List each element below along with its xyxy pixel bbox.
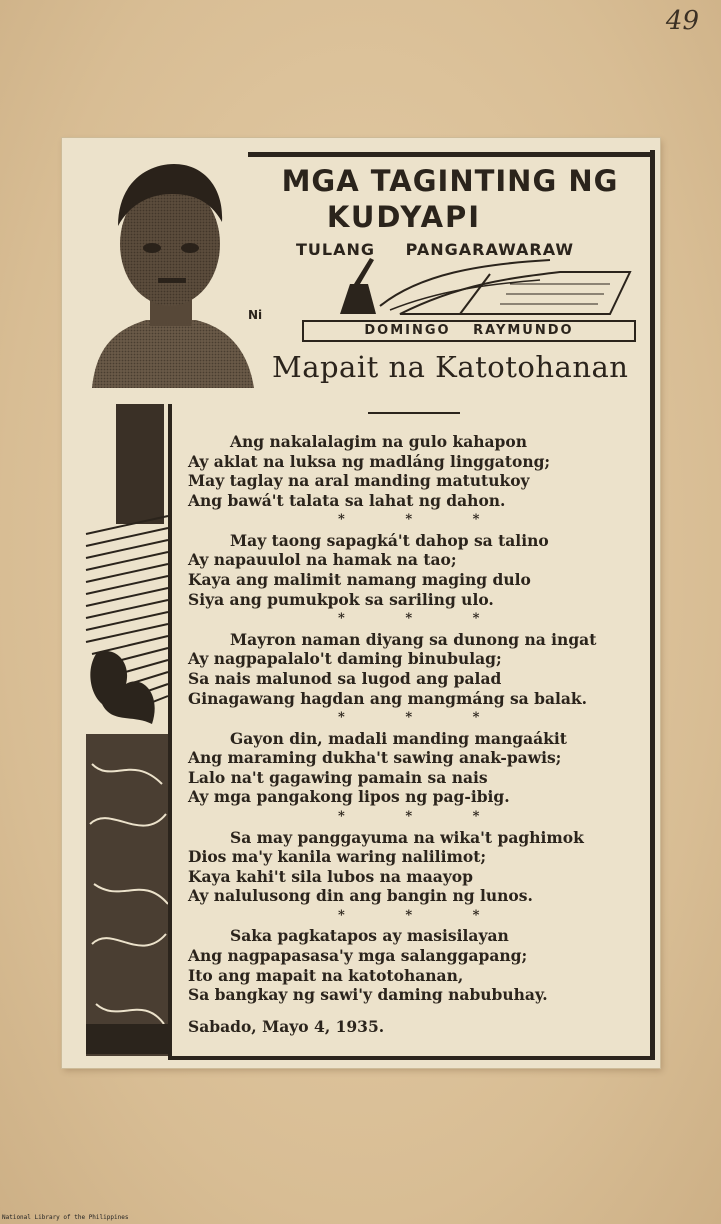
column-subtitle: TULANG PANGARAWARAW — [296, 240, 575, 259]
stanza — [188, 630, 648, 708]
poem-line: Saka pagkatapos ay masisilayan — [230, 926, 509, 946]
poem-line: Gayon din, madali manding mangaákit — [230, 728, 567, 748]
poem-line: Ang maraming dukha't sawing anak-pawis; — [188, 748, 562, 768]
stanza — [188, 432, 648, 510]
poem-line: Ay nagpapalalo't daming binubulag; — [188, 649, 502, 669]
author-name: DOMINGO RAYMUNDO — [302, 320, 636, 342]
stanza-separator: * * * — [338, 809, 508, 824]
stanza — [188, 531, 648, 609]
poem-line: Mayron naman diyang sa dunong na ingat — [230, 629, 597, 649]
title-underline-rule — [368, 412, 460, 414]
page-number: 49 — [665, 6, 699, 36]
poem-line: Siya ang pumukpok sa sariling ulo. — [188, 589, 494, 609]
poem-line: Ang bawá't talata sa lahat ng dahon. — [188, 490, 506, 510]
poem-line: Sa bangkay ng sawi'y daming nabubuhay. — [188, 985, 548, 1005]
book-and-inkwell-illustration — [310, 254, 640, 320]
stanza-separator: * * * — [338, 512, 508, 528]
poem-line: Kaya ang malimit namang maging dulo — [188, 570, 531, 590]
banner-top-rule — [248, 152, 652, 157]
right-border-rule — [650, 150, 655, 1060]
poem-dateline: Sabado, Mayo 4, 1935. — [188, 1016, 385, 1036]
poem-line: Ay napauulol na hamak na tao; — [188, 550, 457, 570]
stanza-separator: * * * — [338, 710, 508, 726]
column-banner — [244, 150, 656, 340]
poem-line: Ang nakalalagim na gulo kahapon — [230, 432, 527, 451]
poem-line: Sa may panggayuma na wika't paghimok — [230, 827, 584, 847]
poem-line: Dios ma'y kanila waring nalilimot; — [188, 847, 487, 867]
poem-line: Ang nagpapasasa'y mga salanggapang; — [188, 945, 528, 965]
poem-line: Sa nais malunod sa lugod ang palad — [188, 668, 502, 688]
author-portrait — [88, 152, 254, 388]
library-credit: National Library of the Philippines — [2, 1214, 129, 1221]
poem-line: Ay aklat na luksa ng madláng linggatong; — [188, 451, 551, 471]
bottom-border-rule — [168, 1056, 655, 1060]
stanza — [188, 828, 648, 906]
poem-line: Lalo na't gagawing pamain sa nais — [188, 767, 488, 787]
byline-prefix: Ni — [248, 308, 263, 322]
poem-line: Kaya kahi't sila lubos na maayop — [188, 866, 473, 886]
left-border-rule — [168, 404, 172, 1056]
stanza-separator: * * * — [338, 907, 508, 923]
stanza-separator: * * * — [338, 611, 508, 627]
column-title-line-1: MGA TAGINTING NG — [281, 164, 619, 198]
poem-body — [188, 432, 648, 1036]
decorative-side-illustration — [82, 404, 178, 1056]
newspaper-clipping — [62, 138, 660, 1068]
poem-line: May taong sapagká't dahop sa talino — [230, 530, 549, 550]
poem-line: Ay mga pangakong lipos ng pag-ibig. — [188, 787, 510, 807]
column-title-line-2: KUDYAPI — [326, 200, 482, 234]
stanza — [188, 926, 648, 1004]
poem-title: Mapait na Katotohanan — [272, 350, 629, 384]
poem-line: Ginagawang hagdan ang mangmáng sa balak. — [188, 688, 588, 708]
poem-line: Ay nalulusong din ang bangin ng lunos. — [188, 886, 533, 906]
poem-line: May taglay na aral manding matutukoy — [188, 471, 530, 491]
poem-line: Ito ang mapait na katotohanan, — [188, 965, 464, 985]
stanza — [188, 729, 648, 807]
